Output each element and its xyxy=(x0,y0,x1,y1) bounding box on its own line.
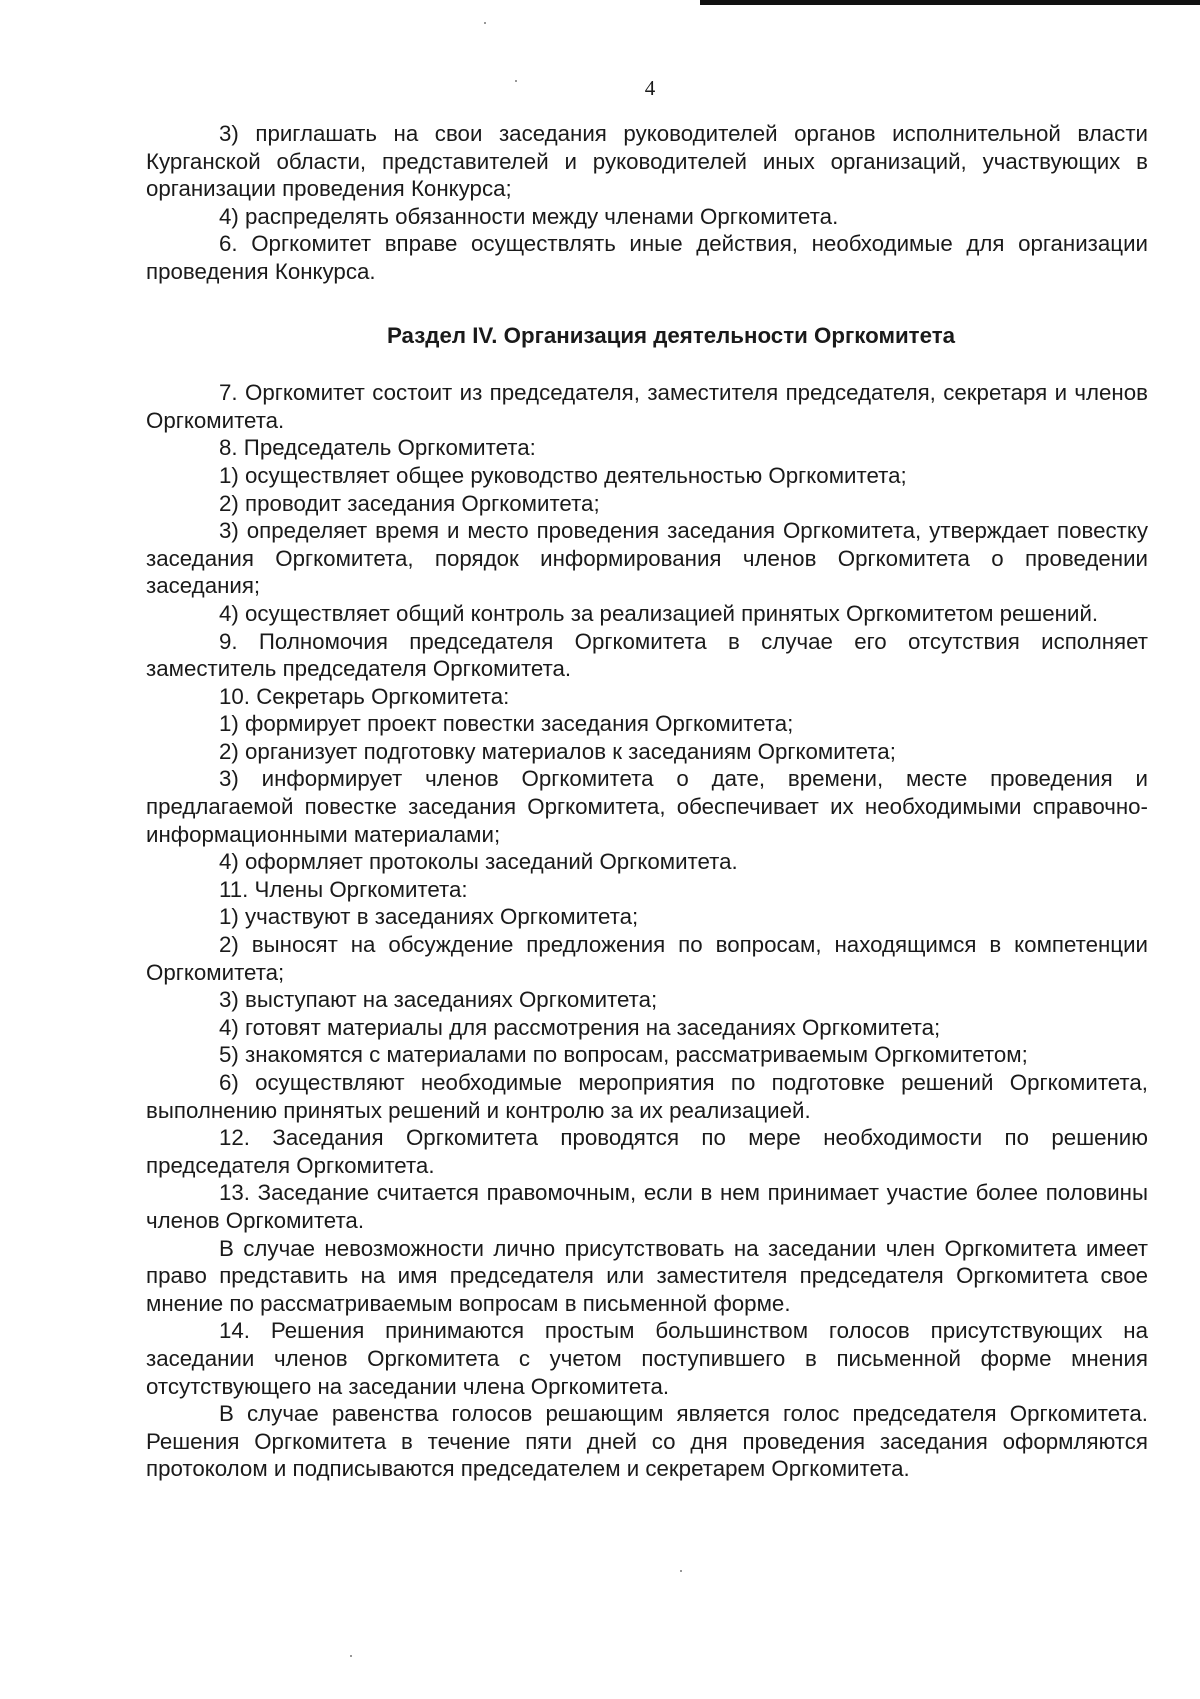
paragraph: 3) приглашать на свои заседания руководителей органов исполнительной власти Курганской области, представителей и руководителей иных организаций, участвующих в организации проведения Конкурса; xyxy=(146,121,1148,202)
paragraph: 3) информирует членов Оргкомитета о дате, времени, месте проведения и предлагаемой повестке заседания Оргкомитета, обеспечивает их необходимыми справочно-информационными материалами; xyxy=(146,766,1148,847)
paragraph: 4) распределять обязанности между членами Оргкомитета. xyxy=(219,203,839,229)
paragraph: 2) организует подготовку материалов к заседаниям Оргкомитета; xyxy=(219,738,896,764)
paragraph: В случае невозможности лично присутствовать на заседании член Оргкомитета имеет право представить на имя председателя или заместителя председателя Оргкомитета свое мнение по рассматриваемым вопросам в письменной форме. xyxy=(146,1235,1148,1316)
scan-speck xyxy=(484,22,486,24)
paragraph: 7. Оргкомитет состоит из председателя, заместителя председателя, секретаря и членов Оргкомитета. xyxy=(146,380,1148,433)
scan-speck xyxy=(680,1570,682,1572)
page-number: 4 xyxy=(644,76,656,100)
section-iv-body xyxy=(146,379,1148,1483)
paragraph: 2) проводит заседания Оргкомитета; xyxy=(219,490,600,516)
paragraph: 1) участвуют в заседаниях Оргкомитета; xyxy=(219,904,639,930)
paragraph: 4) оформляет протоколы заседаний Оргкомитета. xyxy=(219,849,738,875)
paragraph: 1) формирует проект повестки заседания Оргкомитета; xyxy=(219,711,794,737)
paragraph: 6. Оргкомитет вправе осуществлять иные действия, необходимые для организации проведения Конкурса. xyxy=(146,231,1148,284)
paragraph: 5) знакомятся с материалами по вопросам, рассматриваемым Оргкомитетом; xyxy=(219,1042,1028,1068)
paragraph: 11. Члены Оргкомитета: xyxy=(219,876,468,902)
paragraph: 3) выступают на заседаниях Оргкомитета; xyxy=(219,987,658,1013)
paragraph: 6) осуществляют необходимые мероприятия по подготовке решений Оргкомитета, выполнению принятых решений и контролю за их реализацией. xyxy=(146,1070,1148,1123)
section-heading: Раздел IV. Организация деятельности Оргкомитета xyxy=(386,322,956,348)
paragraph: 14. Решения принимаются простым большинством голосов присутствующих на заседании членов Оргкомитета с учетом поступившего в письменной форме мнения отсутствующего на заседании члена Оргкомитета. xyxy=(146,1318,1148,1399)
paragraph: 1) осуществляет общее руководство деятельностью Оргкомитета; xyxy=(219,462,907,488)
paragraph: 4) осуществляет общий контроль за реализацией принятых Оргкомитетом решений. xyxy=(219,600,1099,626)
paragraph: 13. Заседание считается правомочным, если в нем принимает участие более половины членов Оргкомитета. xyxy=(146,1180,1148,1233)
document-body xyxy=(146,120,1148,1483)
paragraph: 4) готовят материалы для рассмотрения на заседаниях Оргкомитета; xyxy=(219,1014,941,1040)
paragraph: 10. Секретарь Оргкомитета: xyxy=(219,683,510,709)
paragraph: 3) определяет время и место проведения заседания Оргкомитета, утверждает повестку заседания Оргкомитета, порядок информирования членов Оргкомитета о проведении заседания; xyxy=(146,518,1148,599)
paragraph: В случае равенства голосов решающим является голос председателя Оргкомитета. Решения Оргкомитета в течение пяти дней со дня проведения заседания оформляются протоколом и подписываются председателем и секретарем Оргкомитета. xyxy=(146,1401,1148,1482)
paragraph: 8. Председатель Оргкомитета: xyxy=(219,435,536,461)
paragraph: 9. Полномочия председателя Оргкомитета в случае его отсутствия исполняет заместитель председателя Оргкомитета. xyxy=(146,628,1148,682)
paragraph: 2) выносят на обсуждение предложения по вопросам, находящимся в компетенции Оргкомитета; xyxy=(146,932,1148,985)
scan-edge-mark xyxy=(700,0,1200,5)
section-iii-continuation xyxy=(146,120,1148,286)
paragraph: 12. Заседания Оргкомитета проводятся по мере необходимости по решению председателя Оргкомитета. xyxy=(146,1125,1148,1178)
scan-speck xyxy=(350,1655,352,1657)
